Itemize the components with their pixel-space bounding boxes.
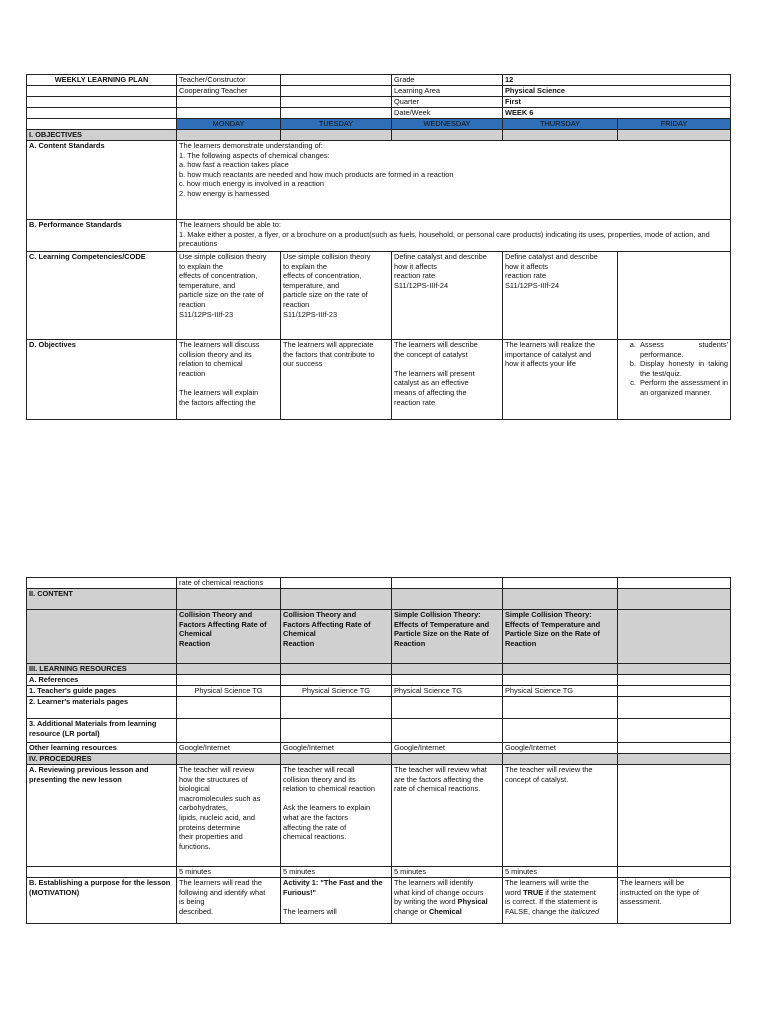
other-monday: Google/Internet <box>177 743 281 754</box>
quarter-value: First <box>503 97 731 108</box>
day-monday: MONDAY <box>177 119 281 130</box>
lesson-plan-table-page-2 <box>26 577 731 924</box>
teacher-label: Teacher/Constructor <box>177 75 281 86</box>
other-thursday: Google/Internet <box>503 743 618 754</box>
tg-wednesday: Physical Science TG <box>392 686 503 697</box>
section-objectives: I. OBJECTIVES <box>27 130 177 141</box>
motivation-thursday: The learners will write the word TRUE if the statement is correct. If the statement is FALSE, change the italicized <box>503 878 618 924</box>
review-label: A. Reviewing previous lesson and presenting the new lesson <box>27 765 177 867</box>
motivation-label: B. Establishing a purpose for the lesson (MOTIVATION) <box>27 878 177 924</box>
competency-wednesday: Define catalyst and describe how it affects reaction rate S11/12PS-IIIf-24 <box>392 252 503 340</box>
lesson-plan-table-page-1 <box>26 74 731 420</box>
plan-title: WEEKLY LEARNING PLAN <box>27 75 177 86</box>
content-tuesday: Collision Theory and Factors Affecting Rate of Chemical Reaction <box>281 610 392 664</box>
area-value: Physical Science <box>503 86 731 97</box>
minutes-wednesday: 5 minutes <box>392 867 503 878</box>
teacher-value <box>281 75 392 86</box>
list-item: a. Assess students' performance. <box>638 340 728 359</box>
competency-thursday: Define catalyst and describe how it affects reaction rate S11/12PS-IIIf-24 <box>503 252 618 340</box>
grade-label: Grade <box>392 75 503 86</box>
list-item: b. Display honesty in taking the test/quiz. <box>638 359 728 378</box>
competency-monday: Use simple collision theory to explain the effects of concentration, temperature, and particle size on the rate of reaction S11/12PS-IIIf-23 <box>177 252 281 340</box>
objectives-label: D. Objectives <box>27 340 177 420</box>
performance-standards-text: The learners should be able to: 1. Make either a poster, a flyer, or a brochure on a product(such as fuels, household, or personal care products) indicating its uses, properties, mode of action, and precautions <box>177 220 731 252</box>
minutes-monday: 5 minutes <box>177 867 281 878</box>
review-thursday: The teacher will review the concept of catalyst. <box>503 765 618 867</box>
objective-tuesday: The learners will appreciate the factors that contribute to our success <box>281 340 392 420</box>
performance-standards-label: B. Performance Standards <box>27 220 177 252</box>
motivation-friday: The learners will be instructed on the type of assessment. <box>618 878 731 924</box>
objective-thursday: The learners will realize the importance of catalyst and how it affects your life <box>503 340 618 420</box>
content-wednesday: Simple Collision Theory: Effects of Temperature and Particle Size on the Rate of Reaction <box>392 610 503 664</box>
tg-thursday: Physical Science TG <box>503 686 618 697</box>
tg-tuesday: Physical Science TG <box>281 686 392 697</box>
motivation-monday: The learners will read the following and identify what is being described. <box>177 878 281 924</box>
content-monday: Collision Theory and Factors Affecting Rate of Chemical Reaction <box>177 610 281 664</box>
content-standards-text: The learners demonstrate understanding of: 1. The following aspects of chemical changes: a. how fast a reaction takes place b. how much reactants are needed and how much products are formed in a reaction c. how much energy is involved in a reaction 2. how energy is harnessed <box>177 141 731 220</box>
motivation-wednesday: The learners will identify what kind of change occurs by writing the word Physical change or Chemical <box>392 878 503 924</box>
review-wednesday: The teacher will review what are the factors affecting the rate of chemical reactions. <box>392 765 503 867</box>
content-thursday: Simple Collision Theory: Effects of Temperature and Particle Size on the Rate of Reaction <box>503 610 618 664</box>
competency-tuesday: Use simple collision theory to explain the effects of concentration, temperature, and particle size on the rate of reaction S11/12PS-IIIf-23 <box>281 252 392 340</box>
friday-objective-list <box>620 340 728 398</box>
other-resources-label: Other learning resources <box>27 743 177 754</box>
week-label: Date/Week <box>392 108 503 119</box>
references-label: A. References <box>27 675 177 686</box>
review-tuesday: The teacher will recall collision theory and its relation to chemical reaction Ask the learners to explain what are the factors affecting the rate of chemical reactions. <box>281 765 392 867</box>
quarter-label: Quarter <box>392 97 503 108</box>
tg-monday: Physical Science TG <box>177 686 281 697</box>
day-wednesday: WEDNESDAY <box>392 119 503 130</box>
content-friday <box>618 610 731 664</box>
teachers-guide-label: 1. Teacher's guide pages <box>27 686 177 697</box>
day-thursday: THURSDAY <box>503 119 618 130</box>
cooperating-label: Cooperating Teacher <box>177 86 281 97</box>
minutes-tuesday: 5 minutes <box>281 867 392 878</box>
minutes-thursday: 5 minutes <box>503 867 618 878</box>
content-standards-label: A. Content Standards <box>27 141 177 220</box>
other-tuesday: Google/Internet <box>281 743 392 754</box>
continued-objective: rate of chemical reactions <box>177 578 281 589</box>
grade-value: 12 <box>503 75 731 86</box>
area-label: Learning Area <box>392 86 503 97</box>
learners-materials-label: 2. Learner's materials pages <box>27 697 177 719</box>
other-wednesday: Google/Internet <box>392 743 503 754</box>
additional-materials-label: 3. Additional Materials from learning resource (LR portal) <box>27 719 177 743</box>
objective-wednesday: The learners will describe the concept of catalyst The learners will present catalyst as an effective means of affecting the reaction rate <box>392 340 503 420</box>
list-item: c. Perform the assessment in an organized manner. <box>638 378 728 397</box>
objective-monday: The learners will discuss collision theory and its relation to chemical reaction The learners will explain the factors affecting the <box>177 340 281 420</box>
objective-friday <box>618 340 731 420</box>
day-friday: FRIDAY <box>618 119 731 130</box>
competencies-label: C. Learning Competencies/CODE <box>27 252 177 340</box>
section-resources: III. LEARNING RESOURCES <box>27 664 177 675</box>
section-procedures: IV. PROCEDURES <box>27 754 177 765</box>
week-value: WEEK 6 <box>503 108 731 119</box>
review-monday: The teacher will review how the structures of biological macromolecules such as carbohydrates, lipids, nucleic acid, and proteins determine their properties and functions. <box>177 765 281 867</box>
day-tuesday: TUESDAY <box>281 119 392 130</box>
motivation-tuesday: Activity 1: "The Fast and the Furious!" The learners will <box>281 878 392 924</box>
section-content: II. CONTENT <box>27 589 177 610</box>
competency-friday <box>618 252 731 340</box>
